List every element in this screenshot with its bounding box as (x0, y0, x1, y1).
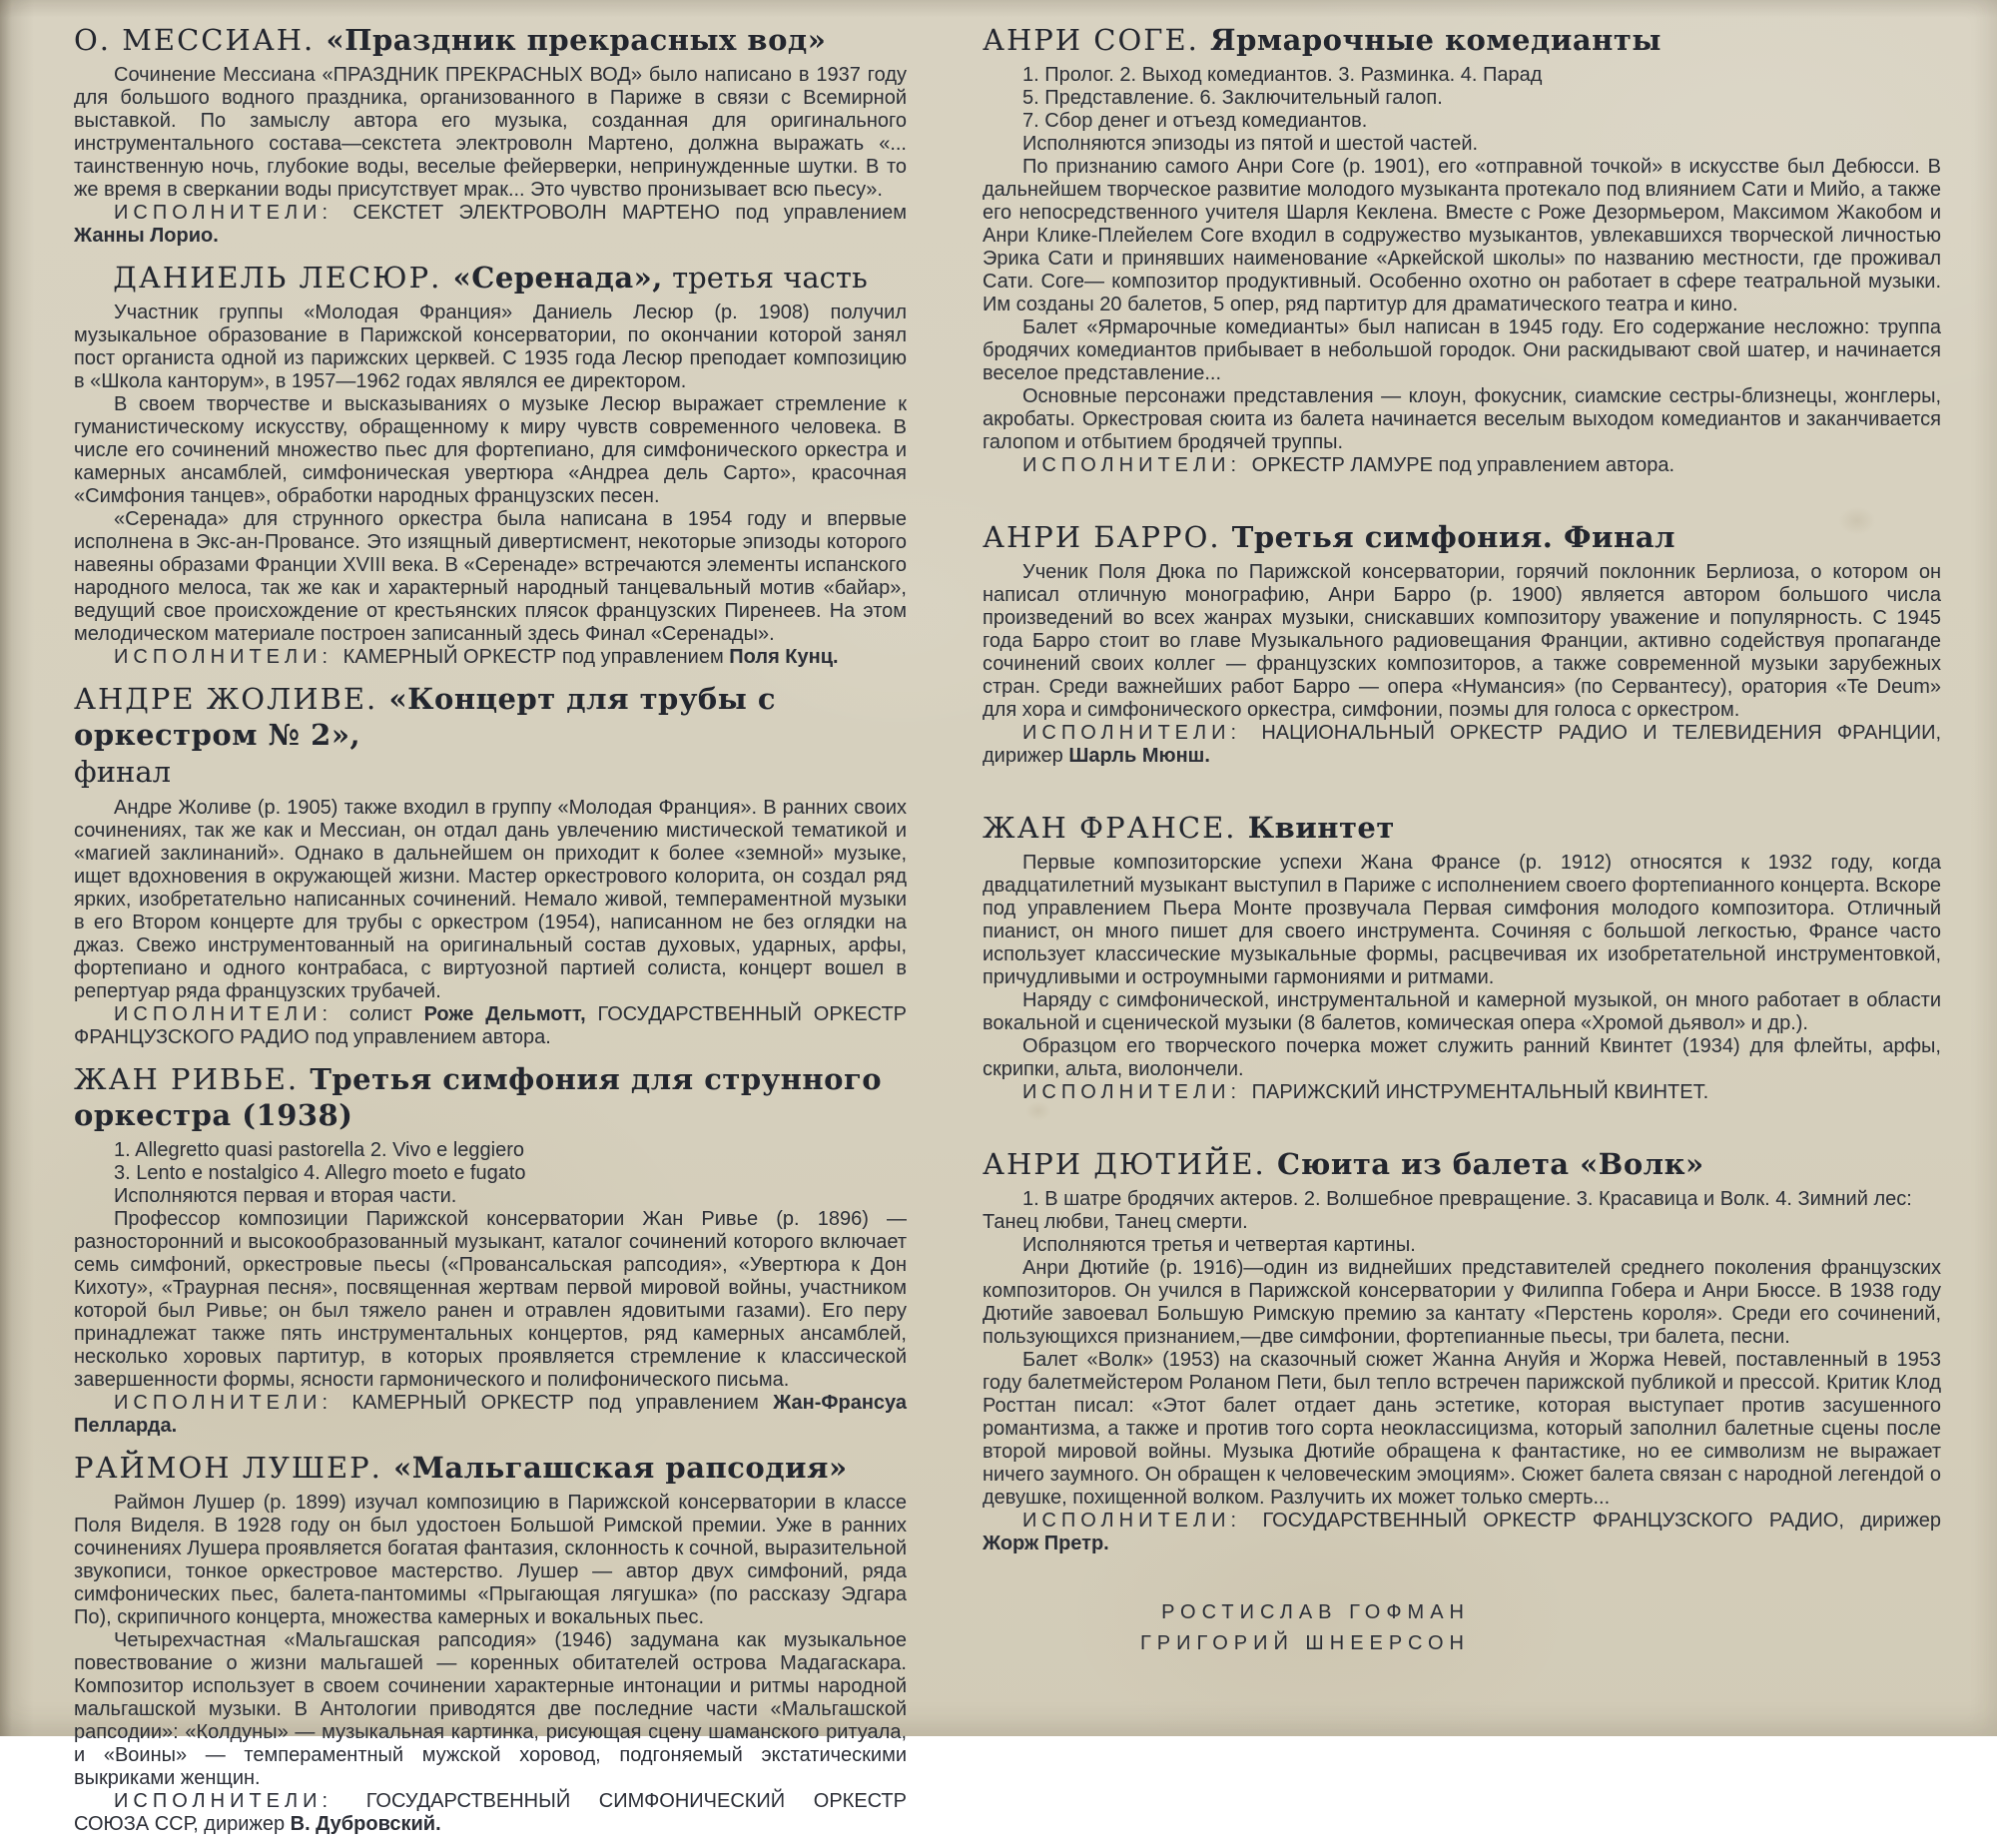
text-run: Роже Дельмотт, (423, 1003, 586, 1025)
section-francaix (983, 810, 1941, 1104)
movement-line: 1. Allegretto quasi pastorella 2. Vivo e leggiero (114, 1139, 525, 1161)
performers-line (983, 1081, 1941, 1104)
text-run: КАМЕРНЫЙ ОРКЕСТР под управлением (342, 646, 730, 668)
text-run: НАЦИОНАЛЬНЫЙ ОРКЕСТР РАДИО И ТЕЛЕВИДЕНИЯ ФРАНЦИИ, дирижер (983, 722, 1942, 767)
text-run: «Концерт для трубы с оркестром № 2», (74, 682, 777, 752)
text-run: Третья симфония для струнного оркестра (1938) (74, 1062, 883, 1132)
paragraph: Участник группы «Молодая Франция» Даниель Лесюр (р. 1908) получил музыкальное образование в Парижской консерватории, по окончании которой занял пост органиста одной из парижских церквей. С 1935 года Лесюр преподает композицию в «Школа канторум», в 1957—1962 годах являлся ее директором. (74, 302, 907, 392)
section-messiaen (74, 22, 907, 248)
movement-line: 3. Lento e nostalgico 4. Allegro moeto e fugato (114, 1162, 526, 1184)
text-run: ГОСУДАРСТВЕННЫЙ ОРКЕСТР ФРАНЦУЗСКОГО РАДИО под управлением автора. (74, 1003, 908, 1048)
text-run: Квинтет (1247, 811, 1395, 845)
paragraph: Сочинение Мессиана «ПРАЗДНИК ПРЕКРАСНЫХ ВОД» было написано в 1937 году для большого водного праздника, организованного в Париже в связи с Всемирной выставкой. По замыслу автора его музыка, созданная для оригинального инструментального состава—секстета электроволн Мартено, должна выражать «... таинственную ночь, глубокие воды, веселые фейерверки, непринужденные шутки. В то же время в сверкании воды присутствует мрак... Это чувство пронизывает всю пьесу». (74, 64, 907, 201)
text-run: ГОСУДАРСТВЕННЫЙ СИМФОНИЧЕСКИЙ ОРКЕСТР СОЮЗА ССР, дирижер (74, 1790, 907, 1835)
text-run: ЖАН РИВЬЕ. (74, 1062, 311, 1096)
text-run: ГОСУДАРСТВЕННЫЙ ОРКЕСТР ФРАНЦУЗСКОГО РАДИО, дирижер (1262, 1510, 1942, 1532)
section-barraud (983, 519, 1941, 768)
section-jolivet (74, 681, 907, 1049)
text-run: Жорж Претр. (983, 1533, 1109, 1554)
paragraph: «Серенада» для струнного оркестра была написана в 1954 году и впервые исполнена в Экс-ан-Провансе. Это изящный дивертисмент, некоторые эпизоды которого навеяны образами Франции XVIII века. В «Серенаде» встречаются элементы испанского народного мелоса, так же как и характерный народный танцевальный мотив «байар», ведущий свое происхождение от крестьянских плясок французских Пиренеев. На этом мелодическом материале построен записанный здесь Финал «Серенады». (74, 508, 907, 645)
section-title (983, 22, 1941, 58)
text-run: ИСПОЛНИТЕЛИ: (1022, 722, 1262, 744)
section-title (74, 260, 907, 296)
performers-line (983, 1510, 1941, 1555)
paragraph: Четырехчастная «Мальгашская рапсодия» (1946) задумана как музыкальное повествование о жизни мальгашей — коренных обитателей острова Мадагаскара. Композитор использует в своем сочинении характерные интонации и ритмы народной мальгашской музыки. В Антологии приводятся две последние части «Мальгашской рапсодии»: «Колдуны» — музыкальная картинка, рисующая сцену шаманского ритуала, и «Воины» — темпераментный мужской хоровод, подгоняемый экстатическими выкриками женщин. (74, 1629, 907, 1789)
text-run: АНРИ БАРРО. (983, 520, 1232, 554)
paragraph: В своем творчестве и высказываниях о музыке Лесюр выражает стремление к гуманистическому искусству, обращенному к миру чувств современного человека. В числе его сочинений множество пьес для фортепиано, для симфонического оркестра и камерных ансамблей, симфоническая увертюра «Андреа дель Сарто», красочная «Симфония танцев», обработки народных французских песен. (74, 393, 907, 507)
section-loucheur (74, 1450, 907, 1836)
text-run: ИСПОЛНИТЕЛИ: (1022, 454, 1252, 476)
text-run: «Серенада», (452, 261, 663, 295)
performers-line (983, 722, 1941, 768)
text-run: ИСПОЛНИТЕЛИ: (114, 1392, 352, 1414)
text-run: Ярмарочные комедианты (1210, 23, 1662, 57)
text-run: Шарль Мюнш. (1068, 745, 1210, 767)
paragraph: Ученик Поля Дюка по Парижской консерватории, горячий поклонник Берлиоза, о котором он написал отличную монографию, Анри Барро (р. 1900) является автором большого числа произведений во всех жанрах музыки, снискавших композитору уважение и популярность. С 1945 года Барро стоит во главе Музыкального радиовещания Франции, активно содействуя пропаганде сочинений своих коллег — французских композиторов, а также современной музыки зарубежных стран. Среди важнейших работ Барро — опера «Нумансия» (по Сервантесу), оратория «Te Deum» для хора и симфонического оркестра, симфонии, поэмы для голоса с оркестром. (983, 561, 1941, 721)
authors-signature (983, 1597, 1941, 1659)
section-rivier (74, 1061, 907, 1438)
text-run: ИСПОЛНИТЕЛИ: (114, 1790, 366, 1812)
text-run: Третья симфония. Финал (1231, 520, 1675, 554)
movement-line: Исполняются третья и четвертая картины. (1022, 1234, 1416, 1256)
text-run: ПАРИЖСКИЙ ИНСТРУМЕНТАЛЬНЫЙ КВИНТЕТ. (1251, 1081, 1709, 1103)
movement-line: 1. Пролог. 2. Выход комедиантов. 3. Разминка. 4. Парад (1022, 64, 1543, 86)
paragraph: Первые композиторские успехи Жана Франсе (р. 1912) относятся к 1932 году, когда двадцатилетний музыкант выступил в Париже с исполнением своего фортепианного концерта. Вскоре под управлением Пьера Монте прозвучала Первая симфония молодого композитора. Отличный пианист, он много пишет для своего инструмента. Сочиняя с большой легкостью, Франсе часто использует классические музыкальные формы, расцвечивая их изобретательной инструментовкой, причудливыми и остроумными гармониями и ритмами. (983, 852, 1941, 988)
section-title (74, 1061, 907, 1133)
text-run: ЖАН ФРАНСЕ. (983, 811, 1248, 845)
movement-line: 1. В шатре бродячих актеров. 2. Волшебное превращение. 3. Красавица и Волк. 4. Зимний лес: Танец любви, Танец смерти. (983, 1188, 1912, 1233)
section-title (983, 1146, 1941, 1182)
text-run: ИСПОЛНИТЕЛИ: (1022, 1081, 1252, 1103)
section-lesur (74, 260, 907, 669)
section-title (983, 519, 1941, 555)
movement-line: Исполняются эпизоды из пятой и шестой частей. (1022, 133, 1479, 155)
performers-line (74, 1392, 907, 1438)
text-run: ДАНИЕЛЬ ЛЕСЮР. (113, 261, 453, 295)
text-run: солист (348, 1003, 424, 1025)
paragraph: Образцом его творческого почерка может служить ранний Квинтет (1934) для флейты, арфы, скрипки, альта, виолончели. (983, 1035, 1941, 1080)
section-sauguet (983, 22, 1941, 477)
movement-line: 5. Представление. 6. Заключительный галоп. (1022, 87, 1443, 109)
paragraph: Балет «Ярмарочные комедианты» был написан в 1945 году. Его содержание несложно: труппа бродячих комедиантов прибывает в небольшой городок. Они раскидывают свой шатер, и начинается веселое представление... (983, 316, 1941, 384)
section-title (983, 810, 1941, 846)
text-run: АНДРЕ ЖОЛИВЕ. (74, 682, 389, 716)
text-run: КАМЕРНЫЙ ОРКЕСТР под управлением (351, 1392, 774, 1414)
movement-line: Исполняются первая и вторая части. (114, 1185, 457, 1207)
text-run: О. МЕССИАН. (74, 23, 327, 57)
performers-line (983, 454, 1941, 477)
text-run: СЕКСТЕТ ЭЛЕКТРОВОЛН МАРТЕНО под управлением (352, 202, 907, 224)
section-title (74, 22, 907, 58)
text-run: «Праздник прекрасных вод» (326, 23, 827, 57)
text-run: В. Дубровский. (290, 1813, 441, 1835)
column-left (74, 16, 907, 1848)
paragraph: Анри Дютийе (р. 1916)—один из виднейших представителей среднего поколения французских композиторов. Он учился в Парижской консерватории у Филиппа Гобера и Анри Бюссе. В 1938 году Дютийе завоевал Большую Римскую премию за кантату «Перстень короля». Среди его сочинений, пользующихся признанием,—две симфонии, фортепианные пьесы, три балета, песни. (983, 1257, 1941, 1348)
performers-line (74, 1003, 907, 1049)
paragraph: Профессор композиции Парижской консерватории Жан Ривье (р. 1896) — разносторонний и высокообразованный музыкант, каталог сочинений которого включает семь симфоний, оркестровые пьесы («Провансальская рапсодия», «Увертюра к Дон Кихоту», «Траурная песня», посвященная жертвам первой мировой войны, участником которой был Ривье; он был тяжело ранен и отравлен ядовитыми газами). Его перу принадлежат также пять инструментальных концертов, ряд камерных ансамблей, несколько хоровых партитур, в которых проявляется стремление к классической завершенности формы, ясности гармонического и полифонического письма. (74, 1208, 907, 1391)
paragraph: По признанию самого Анри Соге (р. 1901), его «отправной точкой» в искусстве был Дебюсси. В дальнейшем творческое развитие молодого музыканта протекало под влиянием Сати и Мийо, а также его непосредственного учителя Шарля Кеклена. Вместе с Роже Дезормьером, Максимом Жакобом и Анри Клике-Плейелем Соге входил в содружество музыкантов, увлекавшихся творческой личностью Эрика Сати и принявших наименование «Аркейской школы» по названию местности, где проживал Сати. Соге— композитор продуктивный. Особенно охотно он работает в сфере театральной музыки. Им созданы 20 балетов, 5 опер, ряд партитур для драматического театра и кино. (983, 156, 1941, 315)
column-right (983, 16, 1941, 1848)
text-run: Сюита из балета «Волк» (1277, 1147, 1704, 1181)
text-run: Жанны Лорио. (74, 225, 219, 247)
text-run: РАЙМОН ЛУШЕР. (74, 1451, 394, 1485)
movement-line: 7. Сбор денег и отъезд комедиантов. (1022, 110, 1368, 132)
paragraph: Раймон Лушер (р. 1899) изучал композицию в Парижской консерватории в классе Поля Виделя. В 1928 году он был удостоен Большой Римской премии. Уже в ранних сочинениях Лушера проявляется богатая фантазия, склонность к сочной, выразительной звукописи, тонкое оркестровое мастерство. Лушер — автор двух симфоний, ряда симфонических пьес, балета-пантомимы «Прыгающая лягушка» (по рассказу Эдгара По), скрипичного концерта, множества камерных и вокальных пьес. (74, 1492, 907, 1628)
text-run: ИСПОЛНИТЕЛИ: (1022, 1510, 1263, 1532)
performers-line (74, 202, 907, 248)
paragraph: Андре Жоливе (р. 1905) также входил в группу «Молодая Франция». В ранних своих сочинениях, так же как и Мессиан, он отдал дань увлечению мистической тематикой и «магией заклинаний». Однако в дальнейшем он приходит к более «земной» музыке, ищет вдохновения в окружающей жизни. Мастер оркестрового колорита, он создал ряд ярких, изобретательно написанных сочинений. Немало живой, темпераментной музыки в его Втором концерте для трубы с оркестром (1954), написанном не без оглядки на джаз. Свежо инструментованный на оригинальный состав духовых, ударных, арфы, фортепиано и одного контрабаса, с виртуозной партией солиста, концерт вошел в репертуар ряда французских трубачей. (74, 797, 907, 1002)
section-title (74, 1450, 907, 1486)
paragraph: Основные персонажи представления — клоун, фокусник, сиамские сестры-близнецы, жонглеры, акробаты. Оркестровая сюита из балета начинается веселым выходом комедиантов и заканчивается галопом и отбытием бродячей труппы. (983, 385, 1941, 453)
text-run: ИСПОЛНИТЕЛИ: (114, 646, 343, 668)
text-run: АНРИ СОГЕ. (983, 23, 1211, 57)
column-left-sections (74, 22, 907, 1836)
text-run: ИСПОЛНИТЕЛИ: (114, 1003, 349, 1025)
text-run: третья часть (662, 261, 868, 295)
text-run: ИСПОЛНИТЕЛИ: (114, 202, 353, 224)
text-run: ОРКЕСТР ЛАМУРЕ под управлением автора. (1251, 454, 1675, 476)
section-dutilleux (983, 1146, 1941, 1555)
text-run: Жан-Франсуа Пелларда. (74, 1392, 907, 1437)
paragraph: Наряду с симфонической, инструментальной и камерной музыкой, он много работает в области вокальной и сценической музыки (8 балетов, комическая опера «Хромой дьявол» и др.). (983, 989, 1941, 1034)
section-title-line2: финал (74, 755, 172, 789)
text-run: «Мальгашская рапсодия» (393, 1451, 848, 1485)
performers-line (74, 646, 907, 669)
paragraph: Балет «Волк» (1953) на сказочный сюжет Жанна Ануйя и Жоржа Невей, поставленный в 1953 году балетмейстером Роланом Пети, был тепло встречен парижской публикой и прессой. Критик Клод Росттан писал: «Этот балет отдает дань эстетике, которая выступает против засушенного романтизма, а также и против того сорта неоклассицизма, который заполнил балетные сцены после второй мировой войны. Музыка Дютийе обращена к фантастике, но ее символизм не выражает ничего заумного. Он обращен к человеческим эмоциям». Сюжет балета связан с народной легендой о девушке, похищенной волком. Разлучить их может только смерть... (983, 1349, 1941, 1509)
text-run: АНРИ ДЮТИЙЕ. (983, 1147, 1277, 1181)
column-right-sections (983, 22, 1941, 1555)
text-run: Поля Кунц. (729, 646, 839, 668)
signature-line: ГРИГОРИЙ ШНЕЕРСОН (1139, 1632, 1470, 1654)
performers-line (74, 1790, 907, 1836)
signature-line: РОСТИСЛАВ ГОФМАН (1161, 1601, 1470, 1623)
section-title (74, 681, 907, 791)
